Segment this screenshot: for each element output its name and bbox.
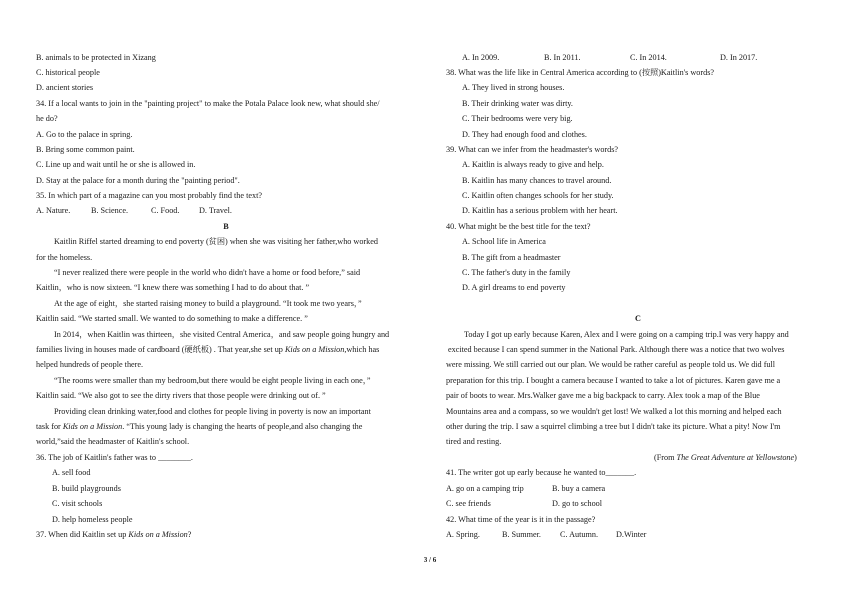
passage-c-line: Today I got up early because Karen, Alex and I were going on a camping trip.I was very happy and — [464, 330, 789, 339]
section-c-heading: C — [635, 314, 641, 323]
passage-b-line: for the homeless. — [36, 253, 93, 262]
q38-option-b: B. Their drinking water was dirty. — [462, 99, 573, 108]
q40-option-a: A. School life in America — [462, 237, 546, 246]
q36-option-b: B. build playgrounds — [52, 484, 121, 493]
passage-b-line: Providing clean drinking water,food and clothes for people living in poverty is now an important — [54, 407, 371, 416]
section-b-heading: B — [223, 222, 229, 231]
q37-stem — [36, 529, 191, 540]
passage-c-line: preparation for this trip. I bought a camera because I wanted to take a lot of pictures. Karen gave me a — [446, 376, 781, 385]
q36-option-a: A. sell food — [52, 468, 91, 477]
passage-b-line — [36, 344, 379, 355]
passage-b-line: world,”said the headmaster of Kaitlin's school. — [36, 437, 190, 446]
q35-option-c: C. Food. — [151, 206, 180, 215]
source-title: The Great Adventure at Yellowstone — [676, 453, 795, 462]
page-number: 3 / 6 — [423, 556, 437, 564]
mission-title: Kids on a Mission — [62, 422, 123, 431]
source-text: ) — [794, 453, 797, 462]
passage-c-line: tired and resting. — [446, 437, 502, 446]
q37-option-c: C. In 2014. — [630, 53, 667, 62]
q41-option-a: A. go on a camping trip — [446, 484, 524, 493]
q42-options — [446, 529, 646, 540]
q40-option-c: C. The father's duty in the family — [462, 268, 571, 277]
passage-c-line: pair of boots to wear. Mrs.Walker gave me a big backpack to carry. Alex took a map of the Blue — [446, 391, 760, 400]
passage-c-line: Mountains area and a compass, so we wouldn't get lost! We walked a lot this morning and helped each — [446, 407, 782, 416]
q34-stem-cont: he do? — [36, 114, 58, 123]
q34-option-b: B. Bring some common paint. — [36, 145, 135, 154]
passage-b-line: Kaitlin，who is now sixteen. “I knew there was something I had to do about that. ” — [36, 283, 310, 292]
q33-option-c: C. historical people — [36, 68, 100, 77]
q42-option-b: B. Summer. — [502, 530, 541, 539]
q41-stem: 41. The writer got up early because he wanted to_______. — [446, 468, 637, 477]
q39-stem: 39. What can we infer from the headmaster's words? — [446, 145, 619, 154]
q38-option-c: C. Their bedrooms were very big. — [462, 114, 573, 123]
q34-stem: 34. If a local wants to join in the "painting project" to make the Potala Palace look new, what should she/ — [36, 99, 380, 108]
mission-title: Kids on a Mission — [284, 345, 345, 354]
passage-c-line: other during the trip. I saw a squirrel climbing a tree but I didn't take its picture. What a pity! Now I'm — [446, 422, 781, 431]
q37-option-d: D. In 2017. — [720, 53, 758, 62]
q41-options-row2 — [446, 498, 602, 509]
q37-options — [462, 52, 757, 63]
passage-b-line: In 2014，when Kaitlin was thirteen，she visited Central America，and saw people going hungry and — [54, 330, 390, 339]
q36-stem: 36. The job of Kaitlin's father was to ________. — [36, 453, 193, 462]
q42-option-a: A. Spring. — [446, 530, 480, 539]
source-text: (From — [654, 453, 677, 462]
q39-option-b: B. Kaitlin has many chances to travel around. — [462, 176, 612, 185]
q35-option-b: B. Science. — [91, 206, 129, 215]
passage-c-line: excited because I can spend summer in the National Park. Although there was a notice that two wolves — [448, 345, 785, 354]
q40-stem: 40. What might be the best title for the text? — [446, 222, 591, 231]
q35-option-a: A. Nature. — [36, 206, 71, 215]
q35-option-d: D. Travel. — [199, 206, 232, 215]
passage-b-line: Kaitlin said. “We also got to see the dirty rivers that those people were drinking out of. ” — [36, 391, 326, 400]
q34-option-a: A. Go to the palace in spring. — [36, 130, 133, 139]
q40-option-b: B. The gift from a headmaster — [462, 253, 561, 262]
passage-b-text: ,which has — [344, 345, 380, 354]
q40-option-d: D. A girl dreams to end poverty — [462, 283, 566, 292]
q41-option-d: D. go to school — [552, 499, 603, 508]
q36-option-d: D. help homeless people — [52, 515, 133, 524]
passage-b-text: task for — [36, 422, 63, 431]
mission-title: Kids on a Mission — [128, 530, 188, 539]
q41-options-row1 — [446, 483, 605, 494]
q37-text: 37. When did Kaitlin set up — [36, 530, 129, 539]
q35-options — [36, 205, 232, 216]
q42-stem: 42. What time of the year is it in the passage? — [446, 515, 596, 524]
passage-b-line: helped hundreds of people there. — [36, 360, 144, 369]
q42-option-d: D.Winter — [616, 530, 647, 539]
q38-option-a: A. They lived in strong houses. — [462, 83, 565, 92]
passage-b-line: Kaitlin Riffel started dreaming to end poverty (贫困) when she was visiting her father,who worked — [54, 237, 378, 246]
q34-option-c: C. Line up and wait until he or she is allowed in. — [36, 160, 196, 169]
passage-b-line: “I never realized there were people in the world who didn't have a home or food before,” said — [54, 268, 361, 277]
q37-option-a: A. In 2009. — [462, 53, 500, 62]
passage-c-source — [654, 452, 797, 463]
passage-b-line — [36, 421, 362, 432]
q38-stem: 38. What was the life like in Central America according to (按照)Kaitlin's words? — [446, 68, 715, 77]
passage-b-line: Kaitlin said. “We started small. We wanted to do something to make a difference. ” — [36, 314, 308, 323]
q39-option-d: D. Kaitlin has a serious problem with her heart. — [462, 206, 618, 215]
q33-option-b: B. animals to be protected in Xizang — [36, 53, 156, 62]
passage-c-line: were missing. We still carried out our plan. We would be rather careful as people told us. We did full — [446, 360, 776, 369]
q42-option-c: C. Autumn. — [560, 530, 598, 539]
q39-option-a: A. Kaitlin is always ready to give and help. — [462, 160, 604, 169]
q35-stem: 35. In which part of a magazine can you most probably find the text? — [36, 191, 262, 200]
q39-option-c: C. Kaitlin often changes schools for her study. — [462, 191, 614, 200]
passage-b-text: families living in houses made of cardboard (硬纸板) . That year,she set up — [36, 345, 285, 354]
q37-option-b: B. In 2011. — [544, 53, 581, 62]
passage-b-line: At the age of eight，she started raising money to build a playground. “It took me two years，” — [54, 299, 362, 308]
q41-option-b: B. buy a camera — [552, 484, 606, 493]
q37-text: ? — [187, 530, 192, 539]
q33-option-d: D. ancient stories — [36, 83, 94, 92]
q38-option-d: D. They had enough food and clothes. — [462, 130, 587, 139]
q41-option-c: C. see friends — [446, 499, 491, 508]
q34-option-d: D. Stay at the palace for a month during the "painting period". — [36, 176, 240, 185]
passage-b-text: . “This young lady is changing the hearts of people,and also changing the — [122, 422, 363, 431]
q36-option-c: C. visit schools — [52, 499, 103, 508]
passage-b-line: “The rooms were smaller than my bedroom,but there would be eight people living in each one，” — [54, 376, 371, 385]
